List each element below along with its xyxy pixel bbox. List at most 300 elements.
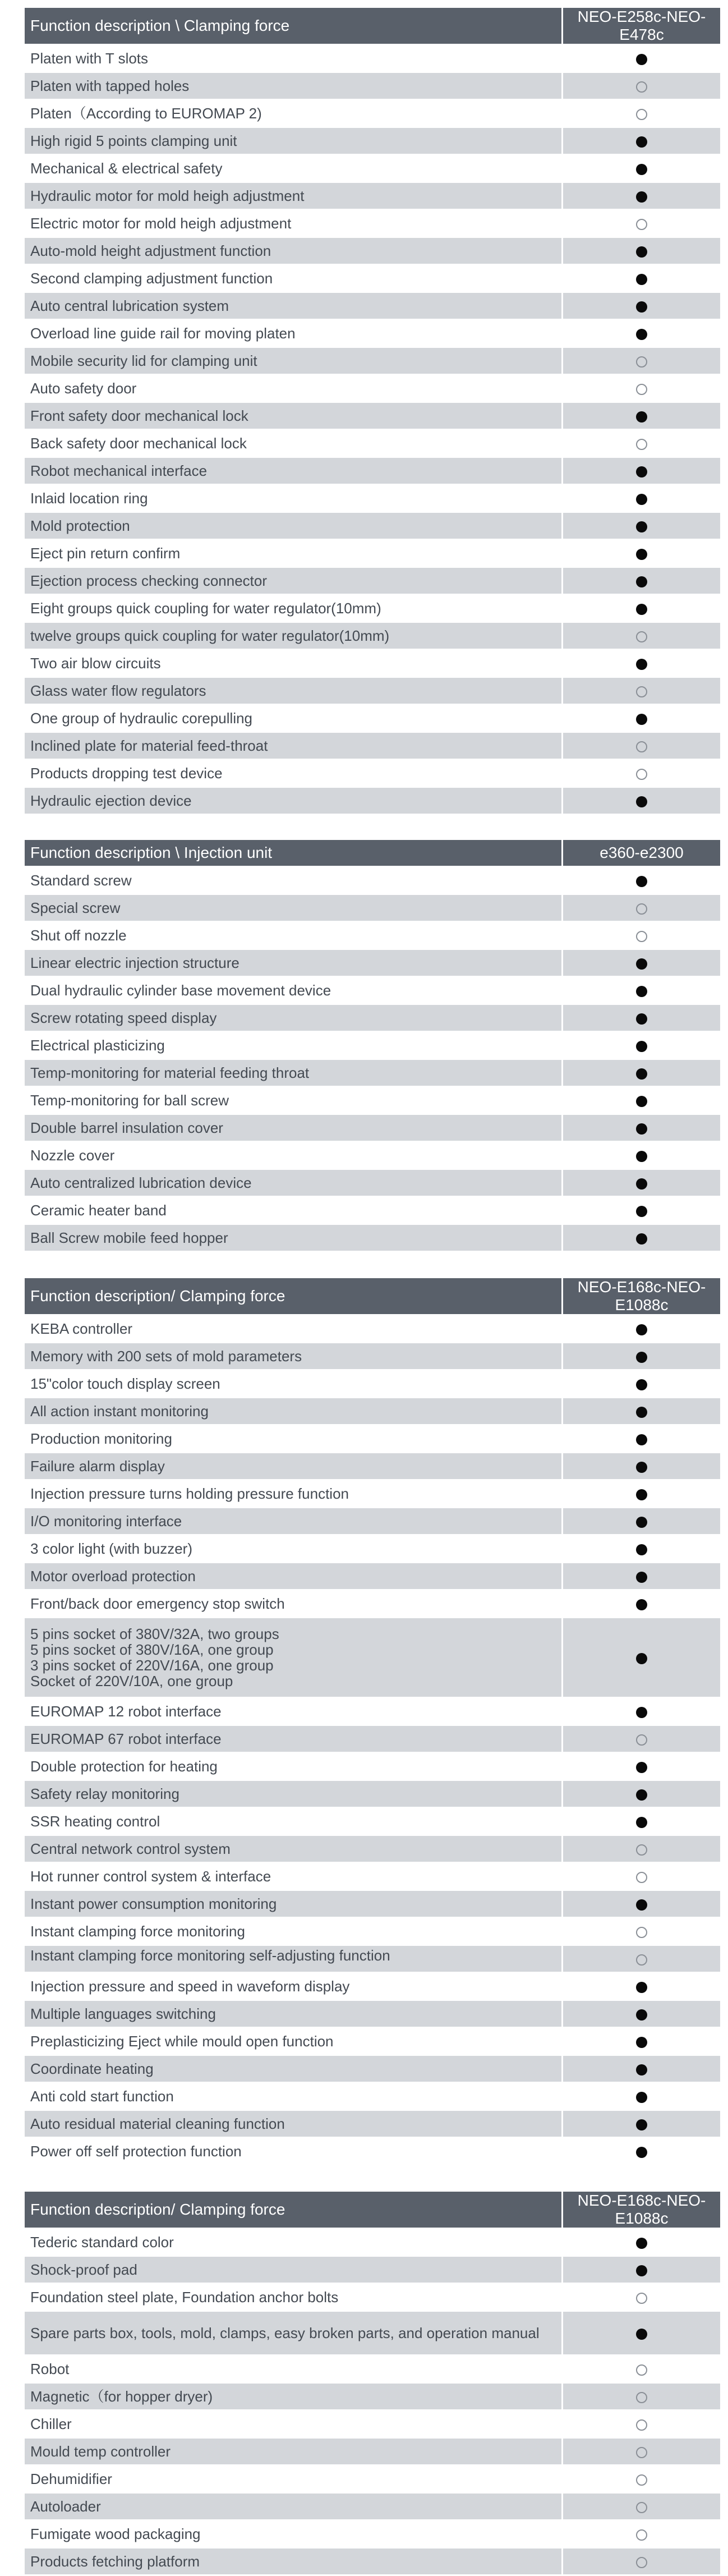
table-row	[25, 2466, 720, 2494]
availability-cell	[561, 1032, 720, 1060]
feature-label	[25, 1753, 561, 1781]
availability-cell	[561, 1726, 720, 1753]
optional-circle-icon	[636, 2474, 647, 2486]
availability-cell	[561, 1618, 720, 1698]
standard-dot-icon	[636, 54, 647, 65]
feature-label	[25, 595, 561, 623]
availability-cell	[561, 2257, 720, 2284]
availability-cell	[561, 2284, 720, 2312]
availability-cell	[561, 2229, 720, 2257]
standard-dot-icon	[636, 136, 647, 148]
feature-label	[25, 540, 561, 568]
feature-text: Mould temp controller	[30, 2443, 171, 2460]
feature-text: Robot	[30, 2361, 70, 2377]
availability-cell	[561, 2056, 720, 2083]
feature-text: Shut off nozzle	[30, 927, 127, 944]
availability-cell	[561, 867, 720, 895]
standard-dot-icon	[636, 986, 647, 997]
availability-cell	[561, 568, 720, 595]
availability-cell	[561, 2439, 720, 2466]
feature-text: Special screw	[30, 899, 121, 916]
feature-text: Nozzle cover	[30, 1147, 115, 1164]
feature-label	[25, 2312, 561, 2356]
feature-text: Injection pressure and speed in waveform display	[30, 1978, 350, 1995]
feature-text: Spare parts box, tools, mold, clamps, easy broken parts, and operation manual	[30, 2325, 540, 2341]
feature-text: Hydraulic ejection device	[30, 792, 192, 809]
feature-text: Magnetic（for hopper dryer)	[30, 2388, 213, 2405]
availability-cell	[561, 2138, 720, 2166]
optional-circle-icon	[636, 1844, 647, 1856]
table-row	[25, 540, 720, 568]
feature-text: Double barrel insulation cover	[30, 1119, 223, 1136]
table-row	[25, 1891, 720, 1918]
feature-label	[25, 348, 561, 375]
feature-text: Ceramic heater band	[30, 1202, 167, 1219]
feature-text: Two air blow circuits	[30, 655, 161, 672]
feature-label	[25, 2257, 561, 2284]
feature-label	[25, 1536, 561, 1563]
feature-text: Autoloader	[30, 2498, 101, 2515]
table-row	[25, 320, 720, 348]
table-row	[25, 895, 720, 922]
feature-text: Chiller	[30, 2416, 72, 2432]
optional-circle-icon	[636, 2502, 647, 2513]
feature-label	[25, 2384, 561, 2411]
availability-cell	[561, 1808, 720, 1836]
feature-text: Motor overload protection	[30, 1568, 196, 1585]
feature-text: Auto central lubrication system	[30, 297, 229, 314]
feature-label	[25, 1508, 561, 1536]
feature-label	[25, 2356, 561, 2384]
feature-label	[25, 788, 561, 815]
feature-label	[25, 2521, 561, 2549]
table-row	[25, 1726, 720, 1753]
availability-cell	[561, 265, 720, 293]
availability-cell	[561, 1225, 720, 1252]
availability-cell	[561, 678, 720, 705]
availability-cell	[561, 375, 720, 403]
feature-text: Temp-monitoring for ball screw	[30, 1092, 229, 1109]
table-row	[25, 265, 720, 293]
table-row	[25, 1087, 720, 1115]
feature-label	[25, 2494, 561, 2521]
feature-label	[25, 2138, 561, 2166]
availability-cell	[561, 1170, 720, 1197]
optional-circle-icon	[636, 2447, 647, 2458]
table-row	[25, 788, 720, 815]
feature-label	[25, 2083, 561, 2111]
feature-label	[25, 650, 561, 678]
table-row	[25, 375, 720, 403]
availability-cell	[561, 2028, 720, 2056]
availability-cell	[561, 293, 720, 320]
availability-cell	[561, 348, 720, 375]
feature-text: Front safety door mechanical lock	[30, 407, 248, 424]
feature-label	[25, 1918, 561, 1946]
table-row	[25, 1946, 720, 1973]
availability-cell	[561, 1481, 720, 1508]
feature-text: Products fetching platform	[30, 2553, 200, 2570]
feature-label	[25, 1618, 561, 1698]
feature-label	[25, 265, 561, 293]
table-row	[25, 1115, 720, 1142]
feature-text: Auto residual material cleaning function	[30, 2115, 285, 2132]
feature-text: Temp-monitoring for material feeding throat	[30, 1064, 310, 1081]
optional-circle-icon	[636, 903, 647, 915]
standard-dot-icon	[636, 1572, 647, 1583]
feature-text: Front/back door emergency stop switch	[30, 1595, 285, 1612]
table-row	[25, 2001, 720, 2028]
table-row	[25, 100, 720, 128]
standard-dot-icon	[636, 2119, 647, 2130]
availability-cell	[561, 2384, 720, 2411]
table-row	[25, 760, 720, 788]
table-row	[25, 922, 720, 950]
feature-text: Failure alarm display	[30, 1458, 165, 1475]
standard-dot-icon	[636, 1206, 647, 1217]
feature-label	[25, 73, 561, 100]
feature-label	[25, 2111, 561, 2138]
table-row	[25, 977, 720, 1005]
feature-text: Tederic standard color	[30, 2234, 174, 2251]
feature-label	[25, 155, 561, 183]
feature-text: Double protection for heating	[30, 1758, 218, 1775]
availability-cell	[561, 45, 720, 73]
feature-label	[25, 2411, 561, 2439]
feature-label	[25, 623, 561, 650]
feature-label	[25, 1946, 561, 1973]
table-row	[25, 1698, 720, 1726]
standard-dot-icon	[636, 411, 647, 423]
feature-label	[25, 1481, 561, 1508]
table-row	[25, 2284, 720, 2312]
table-row	[25, 568, 720, 595]
feature-text: Central network control system	[30, 1840, 231, 1857]
availability-cell	[561, 1753, 720, 1781]
feature-text: Auto safety door	[30, 380, 137, 397]
table-row	[25, 1170, 720, 1197]
feature-label	[25, 375, 561, 403]
standard-dot-icon	[636, 2329, 647, 2340]
availability-cell	[561, 1536, 720, 1563]
standard-dot-icon	[636, 1379, 647, 1390]
feature-text: All action instant monitoring	[30, 1403, 209, 1420]
specification-sheet	[25, 8, 720, 2576]
feature-text: Platen with T slots	[30, 50, 149, 67]
availability-cell	[561, 183, 720, 210]
availability-cell	[561, 1946, 720, 1973]
feature-text: Mobile security lid for clamping unit	[30, 352, 257, 369]
feature-text: Foundation steel plate, Foundation anchor bolts	[30, 2289, 339, 2306]
feature-label	[25, 1398, 561, 1426]
table-row	[25, 1508, 720, 1536]
header-description: Function description \ Clamping force	[25, 8, 561, 45]
optional-circle-icon	[636, 219, 647, 230]
availability-cell	[561, 922, 720, 950]
optional-circle-icon	[636, 2293, 647, 2304]
standard-dot-icon	[636, 1434, 647, 1445]
optional-circle-icon	[636, 81, 647, 93]
availability-cell	[561, 2312, 720, 2356]
availability-cell	[561, 1453, 720, 1481]
standard-dot-icon	[636, 1653, 647, 1664]
feature-label	[25, 2549, 561, 2576]
table-row	[25, 733, 720, 760]
table-row	[25, 1481, 720, 1508]
feature-label	[25, 1343, 561, 1371]
standard-dot-icon	[636, 1762, 647, 1773]
availability-cell	[561, 128, 720, 155]
standard-dot-icon	[636, 1462, 647, 1473]
standard-dot-icon	[636, 1707, 647, 1718]
feature-label	[25, 513, 561, 540]
availability-cell	[561, 1316, 720, 1343]
feature-text: Eight groups quick coupling for water regulator(10mm)	[30, 600, 381, 617]
feature-label	[25, 1591, 561, 1618]
standard-dot-icon	[636, 576, 647, 587]
table-row	[25, 1005, 720, 1032]
availability-cell	[561, 320, 720, 348]
standard-dot-icon	[636, 2037, 647, 2048]
availability-cell	[561, 1891, 720, 1918]
table-row	[25, 2411, 720, 2439]
availability-cell	[561, 1115, 720, 1142]
table-row	[25, 650, 720, 678]
standard-dot-icon	[636, 604, 647, 615]
table-row	[25, 1918, 720, 1946]
availability-cell	[561, 1060, 720, 1087]
feature-text: Anti cold start function	[30, 2088, 174, 2105]
feature-label	[25, 1060, 561, 1087]
availability-cell	[561, 1508, 720, 1536]
optional-circle-icon	[636, 2364, 647, 2376]
standard-dot-icon	[636, 549, 647, 560]
table-row	[25, 1197, 720, 1225]
feature-label	[25, 1973, 561, 2001]
spec-table-3	[25, 1278, 720, 2166]
feature-text: Hydraulic motor for mold heigh adjustment	[30, 187, 305, 204]
standard-dot-icon	[636, 274, 647, 285]
availability-cell	[561, 595, 720, 623]
feature-text: SSR heating control	[30, 1813, 160, 1830]
feature-text: 5 pins socket of 380V/32A, two groups 5 pins socket of 380V/16A, one group 3 pins socket of 220V/16A, one group Socket of 220V/10A, one group	[30, 1626, 279, 1689]
feature-text: Hot runner control system & interface	[30, 1868, 271, 1885]
standard-dot-icon	[636, 2092, 647, 2103]
standard-dot-icon	[636, 1789, 647, 1801]
feature-label	[25, 403, 561, 430]
availability-cell	[561, 623, 720, 650]
spec-table-4	[25, 2192, 720, 2576]
standard-dot-icon	[636, 1324, 647, 1335]
feature-text: Electrical plasticizing	[30, 1037, 165, 1054]
feature-label	[25, 1698, 561, 1726]
spec-table-1	[25, 8, 720, 815]
availability-cell	[561, 1836, 720, 1863]
optional-circle-icon	[636, 1927, 647, 1938]
standard-dot-icon	[636, 1352, 647, 1363]
feature-label	[25, 1426, 561, 1453]
feature-text: Instant clamping force monitoring self-adjusting function	[30, 1948, 390, 1964]
feature-text: Ejection process checking connector	[30, 572, 268, 589]
header-model: NEO-E258c-NEO-E478c	[561, 8, 720, 45]
feature-label	[25, 1726, 561, 1753]
section-gap	[25, 2166, 720, 2192]
standard-dot-icon	[636, 1489, 647, 1500]
availability-cell	[561, 2001, 720, 2028]
feature-label	[25, 895, 561, 922]
feature-text: Instant clamping force monitoring	[30, 1923, 245, 1940]
optional-circle-icon	[636, 2419, 647, 2431]
table-row	[25, 1808, 720, 1836]
table-row	[25, 485, 720, 513]
availability-cell	[561, 1343, 720, 1371]
feature-label	[25, 950, 561, 977]
optional-circle-icon	[636, 1954, 647, 1966]
header-model: e360-e2300	[561, 840, 720, 867]
feature-text: Robot mechanical interface	[30, 462, 208, 479]
availability-cell	[561, 1197, 720, 1225]
feature-label	[25, 458, 561, 485]
standard-dot-icon	[636, 1817, 647, 1828]
header-model: NEO-E168c-NEO-E1088c	[561, 2192, 720, 2229]
standard-dot-icon	[636, 494, 647, 505]
standard-dot-icon	[636, 1517, 647, 1528]
table-row	[25, 1973, 720, 2001]
availability-cell	[561, 2466, 720, 2494]
feature-text: Auto-mold height adjustment function	[30, 242, 271, 259]
standard-dot-icon	[636, 876, 647, 887]
table-row	[25, 1563, 720, 1591]
feature-label	[25, 1225, 561, 1252]
feature-text: I/O monitoring interface	[30, 1513, 182, 1530]
availability-cell	[561, 1781, 720, 1808]
availability-cell	[561, 1142, 720, 1170]
availability-cell	[561, 100, 720, 128]
feature-text: Standard screw	[30, 872, 132, 889]
standard-dot-icon	[636, 2238, 647, 2249]
table-row	[25, 1343, 720, 1371]
feature-text: twelve groups quick coupling for water regulator(10mm)	[30, 627, 390, 644]
standard-dot-icon	[636, 164, 647, 175]
feature-text: Dehumidifier	[30, 2471, 112, 2487]
table-row	[25, 1398, 720, 1426]
availability-cell	[561, 155, 720, 183]
table-row	[25, 2384, 720, 2411]
optional-circle-icon	[636, 2529, 647, 2541]
feature-label	[25, 1371, 561, 1398]
standard-dot-icon	[636, 2265, 647, 2276]
availability-cell	[561, 1918, 720, 1946]
availability-cell	[561, 210, 720, 238]
standard-dot-icon	[636, 2009, 647, 2021]
availability-cell	[561, 513, 720, 540]
optional-circle-icon	[636, 931, 647, 942]
table-row	[25, 513, 720, 540]
feature-text: Memory with 200 sets of mold parameters	[30, 1348, 302, 1365]
feature-label	[25, 1032, 561, 1060]
feature-text: Shock-proof pad	[30, 2261, 137, 2278]
table-row	[25, 2521, 720, 2549]
standard-dot-icon	[636, 1599, 647, 1610]
availability-cell	[561, 403, 720, 430]
table-row	[25, 2083, 720, 2111]
feature-label	[25, 1453, 561, 1481]
table-row	[25, 2229, 720, 2257]
section-gap	[25, 815, 720, 840]
feature-text: Power off self protection function	[30, 2143, 242, 2160]
standard-dot-icon	[636, 1982, 647, 1993]
standard-dot-icon	[636, 1233, 647, 1245]
feature-text: Mold protection	[30, 517, 130, 534]
feature-label	[25, 183, 561, 210]
feature-label	[25, 2284, 561, 2312]
availability-cell	[561, 705, 720, 733]
availability-cell	[561, 1591, 720, 1618]
feature-text: Production monitoring	[30, 1430, 172, 1447]
feature-label	[25, 977, 561, 1005]
optional-circle-icon	[636, 439, 647, 450]
availability-cell	[561, 2111, 720, 2138]
table-row	[25, 1536, 720, 1563]
availability-cell	[561, 977, 720, 1005]
feature-label	[25, 678, 561, 705]
table-row	[25, 1618, 720, 1698]
optional-circle-icon	[636, 384, 647, 395]
optional-circle-icon	[636, 2557, 647, 2568]
feature-label	[25, 568, 561, 595]
header-description: Function description/ Clamping force	[25, 1278, 561, 1316]
table-row	[25, 2028, 720, 2056]
optional-circle-icon	[636, 356, 647, 368]
feature-label	[25, 1808, 561, 1836]
feature-label	[25, 1170, 561, 1197]
table-row	[25, 458, 720, 485]
availability-cell	[561, 238, 720, 265]
availability-cell	[561, 2521, 720, 2549]
standard-dot-icon	[636, 2147, 647, 2158]
table-row	[25, 430, 720, 458]
table-row	[25, 2257, 720, 2284]
table-header	[25, 2192, 720, 2229]
feature-label	[25, 293, 561, 320]
availability-cell	[561, 458, 720, 485]
feature-label	[25, 210, 561, 238]
availability-cell	[561, 2356, 720, 2384]
table-row	[25, 45, 720, 73]
optional-circle-icon	[636, 1734, 647, 1746]
feature-text: Multiple languages switching	[30, 2005, 216, 2022]
feature-label	[25, 867, 561, 895]
header-description: Function description/ Clamping force	[25, 2192, 561, 2229]
optional-circle-icon	[636, 1872, 647, 1883]
standard-dot-icon	[636, 301, 647, 313]
standard-dot-icon	[636, 1096, 647, 1107]
feature-text: EUROMAP 67 robot interface	[30, 1730, 222, 1747]
feature-text: Auto centralized lubrication device	[30, 1174, 252, 1191]
feature-label	[25, 1087, 561, 1115]
availability-cell	[561, 950, 720, 977]
table-row	[25, 210, 720, 238]
feature-text: Second clamping adjustment function	[30, 270, 273, 287]
table-row	[25, 1453, 720, 1481]
feature-text: One group of hydraulic corepulling	[30, 710, 253, 727]
feature-label	[25, 1197, 561, 1225]
optional-circle-icon	[636, 631, 647, 642]
table-row	[25, 128, 720, 155]
feature-label	[25, 320, 561, 348]
table-row	[25, 1753, 720, 1781]
feature-label	[25, 485, 561, 513]
